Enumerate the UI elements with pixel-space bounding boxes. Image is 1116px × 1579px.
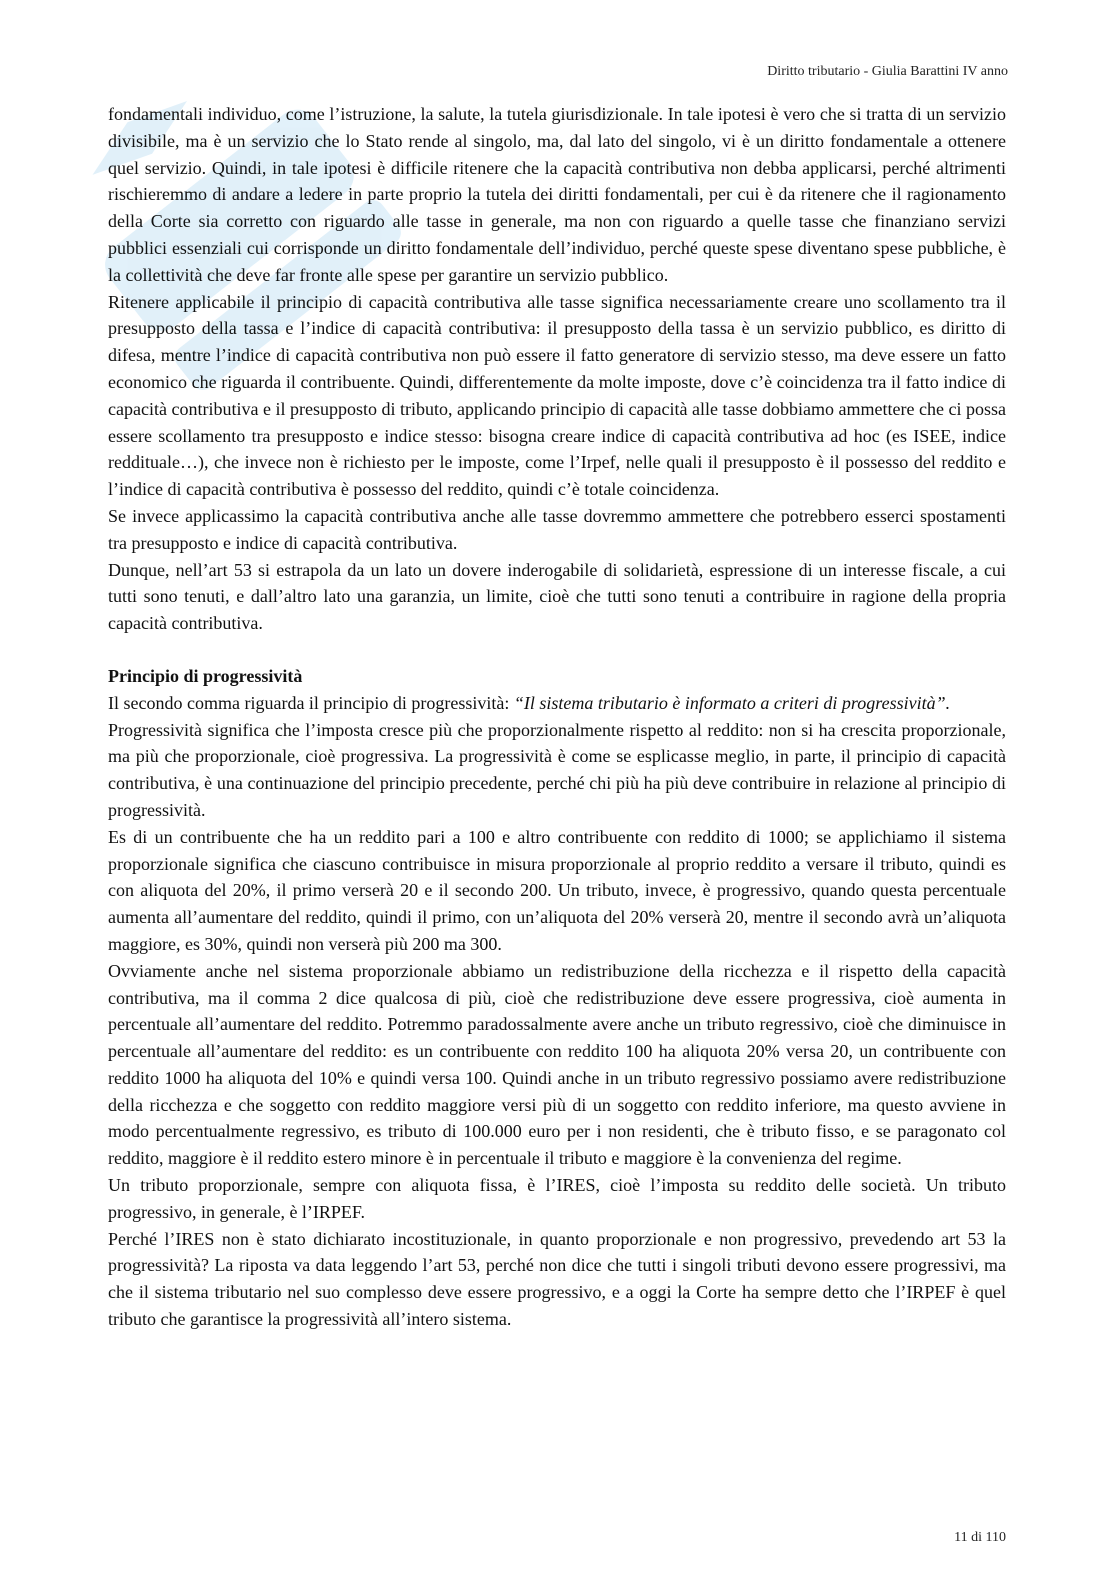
paragraph: fondamentali individuo, come l’istruzione, la salute, la tutela giurisdizionale. In tale ipotesi è vero che si tratta di un servizio divisibile, ma è un servizio che lo Stato rende al singolo, ma, dal lato del singolo, vi è un diritto fondamentale a ottenere quel servizio. Quindi, in tale ipotesi è difficile ritenere che la capacità contributiva non debba applicarsi, perché altrimenti rischieremmo di andare a ledere in parte proprio la tutela dei diritti fondamentali, per cui è da ritenere che il ragionamento della Corte sia corretto con riguardo alle tasse in generale, ma non con riguardo a quelle tasse che finanziano servizi pubblici essenziali cui corrisponde un diritto fondamentale dell’individuo, perché queste spese diventano spese pubbliche, è la collettività che deve far fronte alle spese per garantire un servizio pubblico. (108, 104, 1006, 285)
paragraph: Es di un contribuente che ha un reddito pari a 100 e altro contribuente con reddito di 1000; se applichiamo il sistema proporzionale significa che ciascuno contribuisce in misura proporzionale al proprio reddito a versare il tributo, quindi es con aliquota del 20%, il primo verserà 20 e il secondo 200. Un tributo, invece, è progressivo, quando questa percentuale aumenta all’aumentare del reddito, quindi il primo, con un’aliquota del 20% verserà 20, mentre il secondo avrà un’aliquota maggiore, es 30%, quindi non verserà più 200 ma 300. (108, 826, 1006, 954)
document-body (108, 101, 1006, 1333)
paragraph: Se invece applicassimo la capacità contributiva anche alle tasse dovremmo ammettere che potrebbero esserci spostamenti tra presupposto e indice di capacità contributiva. (108, 505, 1006, 553)
section-spacer (108, 637, 1006, 663)
paragraph: Progressività significa che l’imposta cresce più che proporzionalmente rispetto al reddito: non si ha crescita proporzionale, ma più che proporzionale, cioè progressiva. La progressività è come se esplicasse meglio, in parte, il principio di capacità contributiva, è una continuazione del principio precedente, perché chi più ha più deve contribuire in relazione al principio di progressività. (108, 719, 1006, 820)
paragraph: Un tributo proporzionale, sempre con aliquota fissa, è l’IRES, cioè l’imposta su reddito delle società. Un tributo progressivo, in generale, è l’IRPEF. (108, 1175, 1006, 1222)
paragraph: Perché l’IRES non è stato dichiarato incostituzionale, in quanto proporzionale e non progressivo, prevedendo art 53 la progressività? La riposta va data leggendo l’art 53, perché non dice che tutti i singoli tributi devono essere progressivi, ma che il sistema tributario nel suo complesso deve essere progressivo, e a oggi la Corte ha sempre detto che l’IRPEF è quel tributo che garantisce la progressività all’intero sistema. (108, 1228, 1006, 1330)
section-heading: Principio di progressività (108, 665, 303, 686)
quote-paragraph (108, 690, 1006, 717)
paragraph: Dunque, nell’art 53 si estrapola da un lato un dovere inderogabile di solidarietà, espressione di un interesse fiscale, a cui tutti sono tenuti, e dall’altro lato una garanzia, un limite, cioè che tutti sono tenuti a contribuire in ragione della propria capacità contributiva. (108, 559, 1006, 634)
quote-text: “Il sistema tributario è informato a criteri di progressività”. (513, 692, 951, 713)
paragraph: Ovviamente anche nel sistema proporzionale abbiamo un redistribuzione della ricchezza e il rispetto della capacità contributiva, ma il comma 2 dice qualcosa di più, cioè che redistribuzione deve essere progressiva, cioè aumenta in percentuale all’aumentare del reddito. Potremmo paradossalmente avere anche un tributo regressivo, cioè che diminuisce in percentuale all’aumentare del reddito: es un contribuente con reddito 100 ha aliquota 20% versa 20, un contribuente con reddito 1000 ha aliquota del 10% e quindi versa 100. Quindi anche in un tributo regressivo possiamo avere redistribuzione della ricchezza e che soggetto con reddito maggiore versi più di un soggetto con reddito inferiore, ma questo avviene in modo percentualmente regressivo, es tributo di 100.000 euro per i non residenti, che è tributo fisso, e se paragonato col reddito, maggiore è il reddito estero minore è in percentuale il tributo e maggiore è la convenienza del regime. (108, 960, 1006, 1169)
page-number: 11 di 110 (954, 1530, 1006, 1545)
quote-intro: Il secondo comma riguarda il principio di progressività: (108, 692, 514, 713)
paragraph: Ritenere applicabile il principio di capacità contributiva alle tasse significa necessariamente creare uno scollamento tra il presupposto della tassa e l’indice di capacità contributiva: il presupposto della tassa è un servizio pubblico, es diritto di difesa, mentre l’indice di capacità contributiva non può essere il fatto generatore di servizio stesso, ma deve essere un fatto economico che riguarda il contribuente. Quindi, differentemente da molte imposte, dove c’è coincidenza tra il fatto indice di capacità contributiva e il presupposto di tributo, applicando principio di capacità alle tasse dobbiamo ammettere che ci possa essere scollamento tra presupposto e indice stesso: bisogna creare indice di capacità contributiva ad hoc (es ISEE, indice reddituale…), che invece non è richiesto per le imposte, come l’Irpef, nelle quali il presupposto è il possesso del reddito e l’indice di capacità contributiva è possesso del reddito, quindi c’è totale coincidenza. (108, 291, 1006, 500)
running-header: Diritto tributario - Giulia Barattini IV anno (767, 64, 1008, 79)
